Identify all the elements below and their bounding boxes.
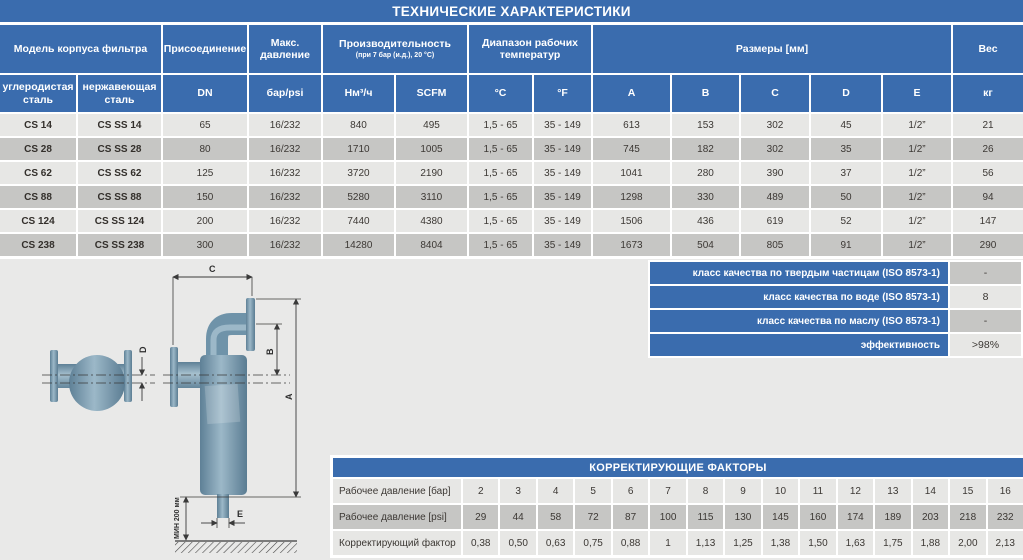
quality-value: >98% (950, 334, 1021, 356)
model-cell: CS SS 28 (78, 138, 161, 160)
dim-label-c: C (209, 264, 216, 274)
model-cell: CS 124 (0, 210, 76, 232)
correction-value-cell: 5 (575, 479, 610, 503)
drawing-end-view (42, 346, 155, 411)
subheader-kg: кг (953, 75, 1023, 112)
value-cell: 8404 (396, 234, 467, 256)
quality-row (650, 286, 1023, 308)
value-cell: 21 (953, 114, 1023, 136)
value-cell: 35 - 149 (534, 234, 591, 256)
correction-value-cell: 87 (613, 505, 648, 529)
correction-factors-grid (333, 479, 1023, 555)
value-cell: 35 (811, 138, 881, 160)
model-cell: CS 238 (0, 234, 76, 256)
correction-value-cell: 1,75 (875, 531, 910, 555)
value-cell: 125 (163, 162, 247, 184)
value-cell: 150 (163, 186, 247, 208)
quality-row (650, 310, 1023, 332)
value-cell: 330 (672, 186, 739, 208)
correction-factors-table (330, 455, 1023, 558)
subheader-dim-c: C (741, 75, 809, 112)
value-cell: 745 (593, 138, 670, 160)
value-cell: 1,5 - 65 (469, 234, 532, 256)
model-cell: CS SS 62 (78, 162, 161, 184)
value-cell: 840 (323, 114, 394, 136)
capacity-label: Производительность (339, 38, 451, 51)
value-cell: 147 (953, 210, 1023, 232)
model-cell: CS SS 88 (78, 186, 161, 208)
correction-value-cell: 13 (875, 479, 910, 503)
model-cell: CS SS 238 (78, 234, 161, 256)
col-header-model: Модель корпуса фильтра (0, 25, 161, 73)
value-cell: 1298 (593, 186, 670, 208)
correction-value-cell: 160 (800, 505, 835, 529)
correction-value-cell: 1,63 (838, 531, 873, 555)
value-cell: 1,5 - 65 (469, 138, 532, 160)
filter-dimension-drawing (0, 260, 330, 560)
subheader-dn: DN (163, 75, 247, 112)
correction-value-cell: 10 (763, 479, 798, 503)
value-cell: 16/232 (249, 138, 321, 160)
value-cell: 495 (396, 114, 467, 136)
value-cell: 4380 (396, 210, 467, 232)
correction-value-cell: 1 (650, 531, 685, 555)
subheader-celsius: °C (469, 75, 532, 112)
correction-value-cell: 7 (650, 479, 685, 503)
correction-value-cell: 0,88 (613, 531, 648, 555)
value-cell: 1710 (323, 138, 394, 160)
value-cell: 45 (811, 114, 881, 136)
value-cell: 1,5 - 65 (469, 186, 532, 208)
value-cell: 1005 (396, 138, 467, 160)
value-cell: 56 (953, 162, 1023, 184)
value-cell: 1506 (593, 210, 670, 232)
quality-value: 8 (950, 286, 1021, 308)
value-cell: 50 (811, 186, 881, 208)
correction-value-cell: 11 (800, 479, 835, 503)
value-cell: 613 (593, 114, 670, 136)
col-header-capacity (323, 25, 467, 73)
value-cell: 1/2” (883, 234, 951, 256)
value-cell: 91 (811, 234, 881, 256)
value-cell: 1/2” (883, 138, 951, 160)
correction-row-label: Рабочее давление [psi] (333, 505, 461, 529)
value-cell: 302 (741, 114, 809, 136)
model-cell: CS 88 (0, 186, 76, 208)
correction-value-cell: 0,63 (538, 531, 573, 555)
model-cell: CS 62 (0, 162, 76, 184)
subheader-dim-e: E (883, 75, 951, 112)
dim-label-a: A (284, 393, 294, 400)
correction-value-cell: 9 (725, 479, 760, 503)
correction-value-cell: 72 (575, 505, 610, 529)
correction-value-cell: 12 (838, 479, 873, 503)
value-cell: 489 (741, 186, 809, 208)
value-cell: 200 (163, 210, 247, 232)
subheader-nm3h: Нм³/ч (323, 75, 394, 112)
value-cell: 1/2” (883, 186, 951, 208)
quality-row (650, 262, 1023, 284)
subheader-dim-b: B (672, 75, 739, 112)
value-cell: 436 (672, 210, 739, 232)
value-cell: 35 - 149 (534, 138, 591, 160)
col-header-temp-range: Диапазон рабочих температур (469, 25, 591, 73)
capacity-note: (при 7 бар (и.д.), 20 °C) (355, 51, 435, 59)
value-cell: 65 (163, 114, 247, 136)
value-cell: 52 (811, 210, 881, 232)
correction-value-cell: 100 (650, 505, 685, 529)
correction-value-cell: 189 (875, 505, 910, 529)
correction-value-cell: 14 (913, 479, 948, 503)
value-cell: 1,5 - 65 (469, 210, 532, 232)
value-cell: 16/232 (249, 186, 321, 208)
correction-value-cell: 1,13 (688, 531, 723, 555)
value-cell: 35 - 149 (534, 186, 591, 208)
correction-value-cell: 203 (913, 505, 948, 529)
col-header-connection: Присоединение (163, 25, 247, 73)
correction-value-cell: 232 (988, 505, 1023, 529)
correction-value-cell: 8 (688, 479, 723, 503)
value-cell: 182 (672, 138, 739, 160)
value-cell: 80 (163, 138, 247, 160)
value-cell: 1041 (593, 162, 670, 184)
correction-value-cell: 218 (950, 505, 985, 529)
model-cell: CS 28 (0, 138, 76, 160)
col-header-weight: Вес (953, 25, 1023, 73)
model-cell: CS 14 (0, 114, 76, 136)
quality-label: эффективность (650, 334, 948, 356)
correction-row-label: Рабочее давление [бар] (333, 479, 461, 503)
quality-value: - (950, 310, 1021, 332)
value-cell: 3110 (396, 186, 467, 208)
model-cell: CS SS 14 (78, 114, 161, 136)
value-cell: 1/2” (883, 162, 951, 184)
value-cell: 390 (741, 162, 809, 184)
correction-value-cell: 44 (500, 505, 535, 529)
subheader-dim-a: A (593, 75, 670, 112)
spec-table (0, 25, 1023, 256)
quality-label: класс качества по маслу (ISO 8573-1) (650, 310, 948, 332)
correction-value-cell: 0,38 (463, 531, 498, 555)
correction-value-cell: 0,75 (575, 531, 610, 555)
value-cell: 619 (741, 210, 809, 232)
value-cell: 1673 (593, 234, 670, 256)
value-cell: 7440 (323, 210, 394, 232)
quality-value: - (950, 262, 1021, 284)
dim-label-e: E (237, 509, 244, 519)
col-header-dimensions: Размеры [мм] (593, 25, 951, 73)
value-cell: 1/2” (883, 114, 951, 136)
value-cell: 1,5 - 65 (469, 114, 532, 136)
ground-hatch (175, 542, 297, 553)
correction-value-cell: 58 (538, 505, 573, 529)
correction-value-cell: 130 (725, 505, 760, 529)
value-cell: 805 (741, 234, 809, 256)
dim-label-d: D (138, 346, 148, 353)
correction-row-label: Корректирующий фактор (333, 531, 461, 555)
correction-value-cell: 2,00 (950, 531, 985, 555)
correction-value-cell: 1,88 (913, 531, 948, 555)
col-header-max-pressure: Макс. давление (249, 25, 321, 73)
value-cell: 280 (672, 162, 739, 184)
correction-value-cell: 15 (950, 479, 985, 503)
value-cell: 504 (672, 234, 739, 256)
correction-value-cell: 174 (838, 505, 873, 529)
correction-value-cell: 2 (463, 479, 498, 503)
value-cell: 16/232 (249, 114, 321, 136)
value-cell: 3720 (323, 162, 394, 184)
quality-row (650, 334, 1023, 356)
value-cell: 153 (672, 114, 739, 136)
correction-value-cell: 16 (988, 479, 1023, 503)
correction-value-cell: 0,50 (500, 531, 535, 555)
correction-value-cell: 145 (763, 505, 798, 529)
value-cell: 290 (953, 234, 1023, 256)
correction-value-cell: 29 (463, 505, 498, 529)
value-cell: 16/232 (249, 210, 321, 232)
subheader-dim-d: D (811, 75, 881, 112)
value-cell: 1,5 - 65 (469, 162, 532, 184)
page-title: ТЕХНИЧЕСКИЕ ХАРАКТЕРИСТИКИ (0, 0, 1023, 22)
correction-value-cell: 1,38 (763, 531, 798, 555)
correction-value-cell: 1,25 (725, 531, 760, 555)
correction-factors-title: КОРРЕКТИРУЮЩИЕ ФАКТОРЫ (333, 458, 1023, 477)
min-height-label: МИН 200 мм (174, 497, 181, 539)
quality-label: класс качества по твердым частицам (ISO 8573-1) (650, 262, 948, 284)
drawing-side-view (163, 264, 301, 553)
value-cell: 300 (163, 234, 247, 256)
value-cell: 302 (741, 138, 809, 160)
subheader-stainless-steel: нержавеющая сталь (78, 75, 161, 112)
value-cell: 26 (953, 138, 1023, 160)
value-cell: 37 (811, 162, 881, 184)
correction-value-cell: 3 (500, 479, 535, 503)
value-cell: 2190 (396, 162, 467, 184)
dim-label-b: B (265, 348, 275, 355)
value-cell: 14280 (323, 234, 394, 256)
correction-value-cell: 6 (613, 479, 648, 503)
value-cell: 35 - 149 (534, 162, 591, 184)
quality-label: класс качества по воде (ISO 8573-1) (650, 286, 948, 308)
value-cell: 94 (953, 186, 1023, 208)
value-cell: 5280 (323, 186, 394, 208)
correction-value-cell: 4 (538, 479, 573, 503)
subheader-carbon-steel: углеродистая сталь (0, 75, 76, 112)
correction-value-cell: 1,50 (800, 531, 835, 555)
subheader-scfm: SCFM (396, 75, 467, 112)
model-cell: CS SS 124 (78, 210, 161, 232)
value-cell: 1/2” (883, 210, 951, 232)
correction-value-cell: 115 (688, 505, 723, 529)
quality-class-table (648, 260, 1023, 358)
value-cell: 16/232 (249, 162, 321, 184)
subheader-fahrenheit: °F (534, 75, 591, 112)
correction-value-cell: 2,13 (988, 531, 1023, 555)
subheader-bar-psi: бар/psi (249, 75, 321, 112)
value-cell: 35 - 149 (534, 210, 591, 232)
value-cell: 35 - 149 (534, 114, 591, 136)
value-cell: 16/232 (249, 234, 321, 256)
